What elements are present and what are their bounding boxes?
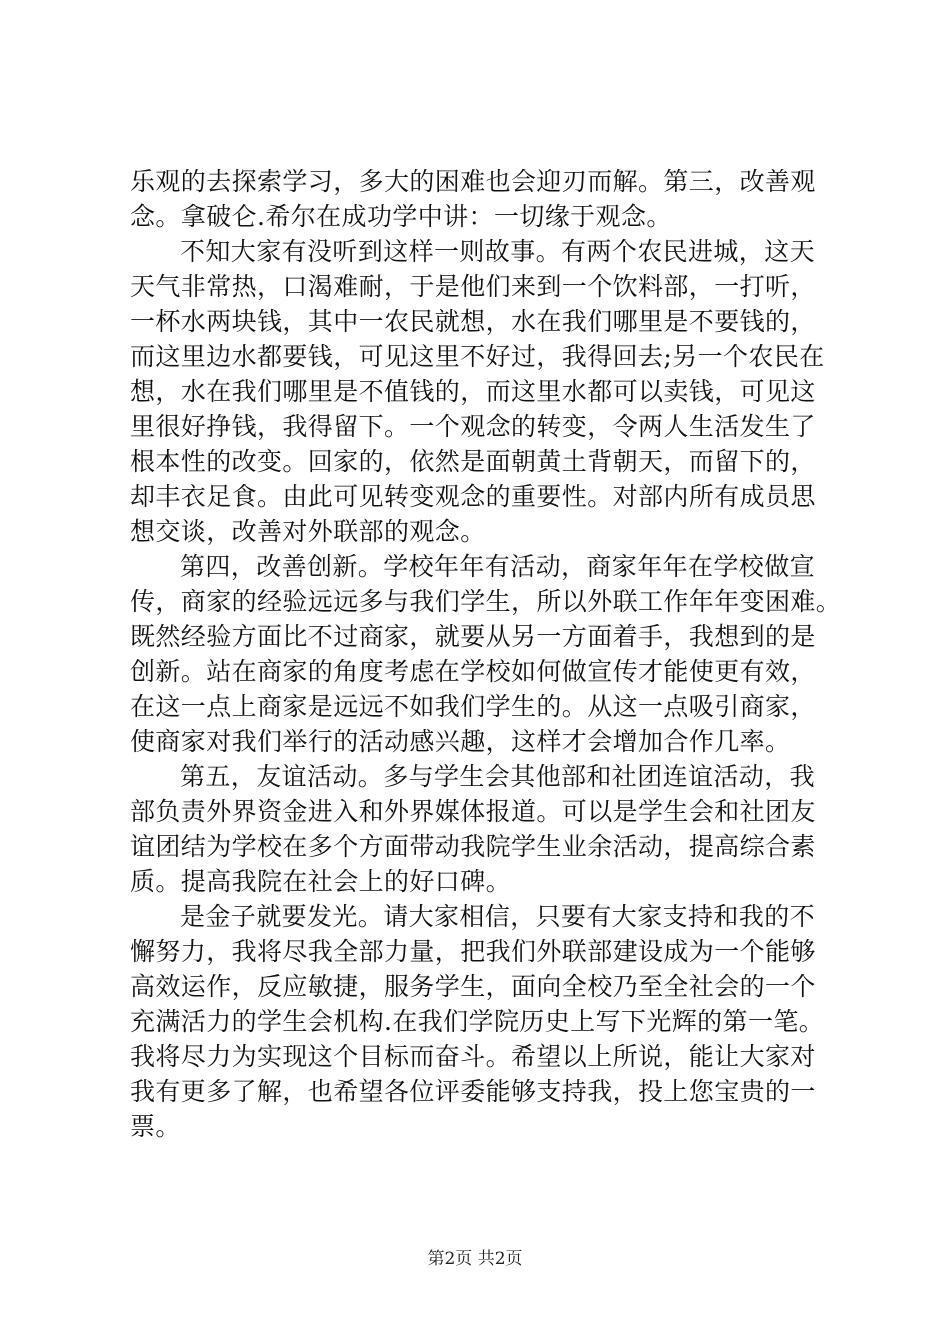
text-line: 我有更多了解，也希望各位评委能够支持我，投上您宝贵的一 bbox=[130, 1077, 816, 1106]
body-text bbox=[130, 164, 842, 1144]
text-line: 在这一点上商家是远远不如我们学生的。从这一点吸引商家， bbox=[130, 692, 816, 721]
text-line: 第四，改善创新。学校年年有活动，商家年年在学校做宣 bbox=[180, 552, 816, 581]
text-line: 创新。站在商家的角度考虑在学校如何做宣传才能使更有效， bbox=[130, 657, 816, 686]
text-line: 却丰衣足食。由此可见转变观念的重要性。对部内所有成员思 bbox=[130, 482, 816, 511]
text-line: 是金子就要发光。请大家相信，只要有大家支持和我的不 bbox=[180, 902, 816, 931]
text-line: 不知大家有没听到这样一则故事。有两个农民进城，这天 bbox=[180, 237, 816, 266]
text-line: 懈努力，我将尽我全部力量，把我们外联部建设成为一个能够 bbox=[130, 937, 816, 966]
text-line: 乐观的去探索学习，多大的困难也会迎刃而解。第三，改善观 bbox=[130, 167, 816, 196]
text-line: 既然经验方面比不过商家，就要从另一方面着手，我想到的是 bbox=[130, 622, 816, 651]
text-line: 充满活力的学生会机构.在我们学院历史上写下光辉的第一笔。 bbox=[130, 1007, 825, 1036]
text-line: 想，水在我们哪里是不值钱的，而这里水都可以卖钱，可见这 bbox=[130, 377, 816, 406]
text-line: 天气非常热，口渴难耐，于是他们来到一个饮料部，一打听， bbox=[130, 272, 816, 301]
text-line: 使商家对我们举行的活动感兴趣，这样才会增加合作几率。 bbox=[130, 727, 791, 756]
text-line: 我将尽力为实现这个目标而奋斗。希望以上所说，能让大家对 bbox=[130, 1042, 816, 1071]
text-line: 念。拿破仑.希尔在成功学中讲：一切缘于观念。 bbox=[130, 202, 672, 231]
text-line: 部负责外界资金进入和外界媒体报道。可以是学生会和社团友 bbox=[130, 797, 816, 826]
page-footer: 第2页 共2页 bbox=[427, 1249, 523, 1269]
text-line: 高效运作，反应敏捷，服务学生，面向全校乃至全社会的一个 bbox=[130, 972, 816, 1001]
text-line: 谊团结为学校在多个方面带动我院学生业余活动，提高综合素 bbox=[130, 832, 816, 861]
text-line: 里很好挣钱，我得留下。一个观念的转变，令两人生活发生了 bbox=[130, 412, 816, 441]
text-line: 想交谈，改善对外联部的观念。 bbox=[130, 517, 486, 546]
text-line: 一杯水两块钱，其中一农民就想，水在我们哪里是不要钱的， bbox=[130, 307, 816, 336]
text-line: 质。提高我院在社会上的好口碑。 bbox=[130, 867, 512, 896]
text-line: 而这里边水都要钱，可见这里不好过，我得回去;另一个农民在 bbox=[130, 342, 825, 371]
text-line: 传，商家的经验远远多与我们学生，所以外联工作年年变困难。 bbox=[130, 587, 842, 616]
text-line: 第五，友谊活动。多与学生会其他部和社团连谊活动，我 bbox=[180, 762, 816, 791]
text-line: 票。 bbox=[130, 1112, 181, 1141]
text-line: 根本性的改变。回家的，依然是面朝黄土背朝天，而留下的， bbox=[130, 447, 816, 476]
